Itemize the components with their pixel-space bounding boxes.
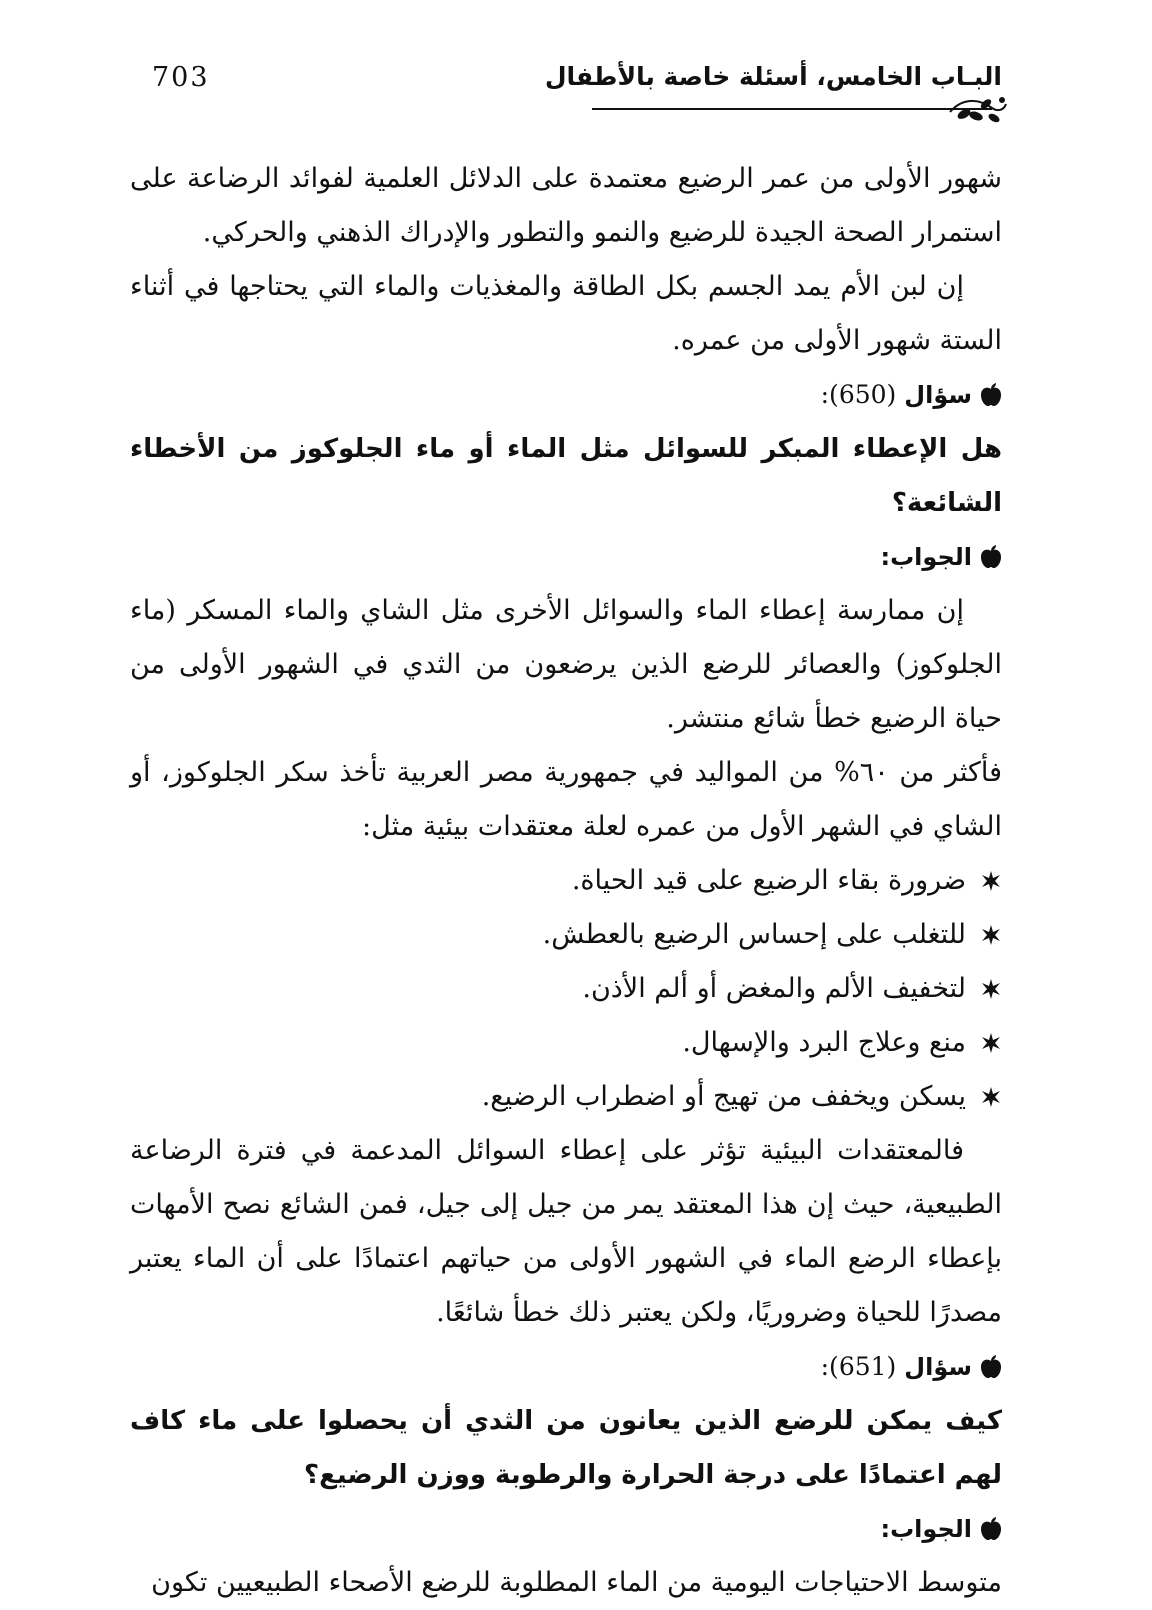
- list-item: [130, 854, 1002, 908]
- apple-icon: [980, 383, 1002, 407]
- question-number: (651):: [820, 1352, 897, 1381]
- question-label: [130, 1340, 1002, 1394]
- list-item: [130, 1070, 1002, 1124]
- list-item-text: ضرورة بقاء الرضيع على قيد الحياة.: [571, 865, 966, 896]
- apple-icon: [980, 545, 1002, 569]
- page-number: 703: [152, 62, 210, 93]
- answer-word: الجواب:: [880, 543, 972, 571]
- question-text: هل الإعطاء المبكر للسوائل مثل الماء أو ماء الجلوكوز من الأخطاء الشائعة؟: [130, 434, 1002, 518]
- page-content: [130, 152, 1002, 1610]
- list-item: [130, 908, 1002, 962]
- belief-list: [130, 854, 1002, 1124]
- asterisk-bullet-icon: [980, 1032, 1002, 1054]
- question-word: سؤال: [904, 1353, 972, 1381]
- list-item-text: منع وعلاج البرد والإسهال.: [682, 1027, 966, 1058]
- question-number: (650):: [820, 380, 897, 409]
- question-text: كيف يمكن للرضع الذين يعانون من الثدي أن يحصلوا على ماء كاف لهم اعتمادًا على درجة الحرارة والرطوبة ووزن الرضيع؟: [130, 1406, 1002, 1490]
- running-title: البـاب الخامس، أسئلة خاصة بالأطفال: [544, 62, 1002, 91]
- floral-ornament-icon: [948, 92, 1008, 128]
- paragraph: فأكثر من ٦٠% من المواليد في جمهورية مصر العربية تأخذ سكر الجلوكوز، أو الشاي في الشهر الأول من عمره لعلة معتقدات بيئية مثل:: [130, 757, 1003, 842]
- question-label: [130, 368, 1002, 422]
- answer-label: [130, 1502, 1002, 1556]
- list-item-text: للتغلب على إحساس الرضيع بالعطش.: [542, 919, 966, 950]
- asterisk-bullet-icon: [980, 870, 1002, 892]
- answer-label: [130, 530, 1002, 584]
- paragraph: فالمعتقدات البيئية تؤثر على إعطاء السوائل المدعمة في فترة الرضاعة الطبيعية، حيث إن هذا المعتقد يمر من جيل إلى جيل، فمن الشائع نصح الأمهات بإعطاء الرضع الماء في الشهور الأولى من حياتهم اعتمادًا على أن الماء يعتبر مصدرًا للحياة وضروريًا، ولكن يعتبر ذلك خطأ شائعًا.: [130, 1135, 1002, 1328]
- list-item-text: لتخفيف الألم والمغض أو ألم الأذن.: [582, 973, 966, 1004]
- list-item: [130, 1016, 1002, 1070]
- header-rule: [592, 108, 992, 110]
- question-word: سؤال: [904, 381, 972, 409]
- paragraph: إن لبن الأم يمد الجسم بكل الطاقة والمغذيات والماء التي يحتاجها في أثناء الستة شهور الأولى من عمره.: [130, 271, 1002, 356]
- apple-icon: [980, 1355, 1002, 1379]
- asterisk-bullet-icon: [980, 1086, 1002, 1108]
- list-item: [130, 962, 1002, 1016]
- list-item-text: يسكن ويخفف من تهيج أو اضطراب الرضيع.: [481, 1081, 966, 1112]
- paragraph: شهور الأولى من عمر الرضيع معتمدة على الدلائل العلمية لفوائد الرضاعة على استمرار الصحة الجيدة للرضيع والنمو والتطور والإدراك الذهني والحركي.: [130, 163, 1002, 248]
- paragraph: متوسط الاحتياجات اليومية من الماء المطلوبة للرضع الأصحاء الطبيعيين تكون: [151, 1567, 1002, 1598]
- asterisk-bullet-icon: [980, 924, 1002, 946]
- asterisk-bullet-icon: [980, 978, 1002, 1000]
- apple-icon: [980, 1517, 1002, 1541]
- page-header: [140, 58, 1002, 128]
- answer-word: الجواب:: [880, 1515, 972, 1543]
- paragraph: إن ممارسة إعطاء الماء والسوائل الأخرى مثل الشاي والماء المسكر (ماء الجلوكوز) والعصائر للرضع الذين يرضعون من الثدي في الشهور الأولى من حياة الرضيع خطأ شائع منتشر.: [130, 595, 1002, 734]
